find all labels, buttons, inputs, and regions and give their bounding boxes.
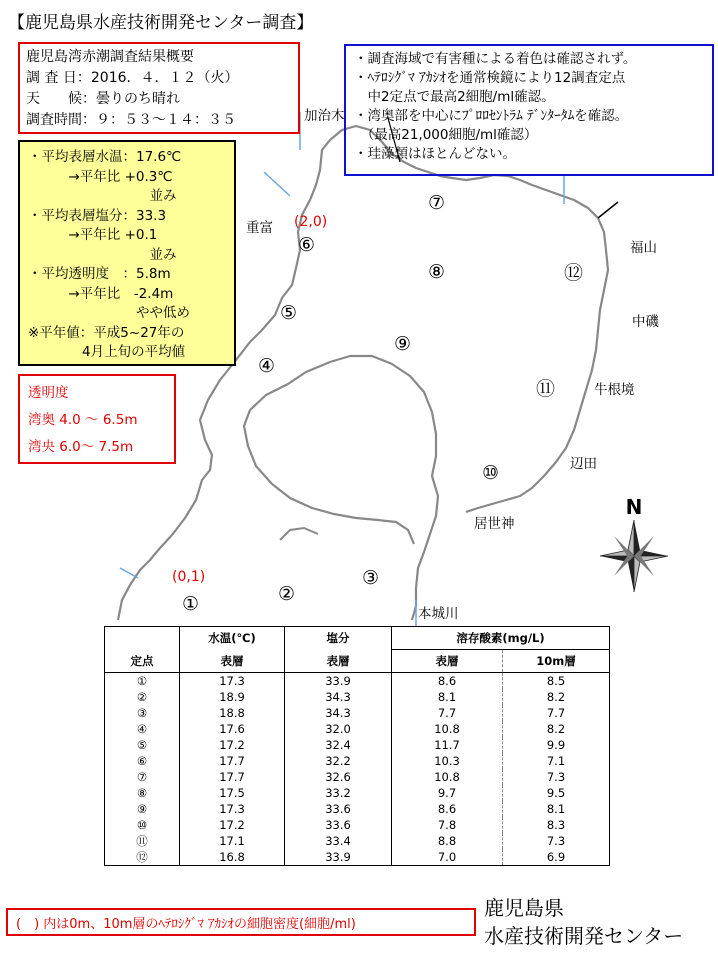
table-row — [105, 801, 610, 817]
cell-temp: 18.9 — [180, 689, 285, 705]
average-line: 並み — [28, 188, 177, 204]
cell-temp: 17.3 — [180, 801, 285, 817]
organization-line1: 鹿児島県 — [484, 896, 564, 920]
cell-temp: 17.7 — [180, 769, 285, 785]
place-honjogawa: 本城川 — [418, 606, 459, 622]
place-fukuyama: 福山 — [630, 240, 657, 256]
finding-line: ・珪藻類はほとんどない。 — [354, 146, 516, 162]
table-row — [105, 673, 610, 690]
footnote-box — [6, 908, 476, 936]
average-line: →平年比 +0.3℃ — [28, 168, 173, 185]
summary-date: 調 査 日：2016．４．１２（火） — [26, 70, 239, 86]
col-header-do-surface: 表層 — [392, 650, 503, 673]
average-line: →平年比 -2.4m — [28, 285, 174, 302]
cell-station: ④ — [105, 721, 180, 737]
col-header-do: 溶存酸素(mg/L) — [392, 627, 610, 650]
clarity-inner: 湾奥 4.0 ～ 6.5m — [28, 412, 138, 428]
cell-salinity: 32.4 — [285, 737, 392, 753]
summary-time: 調査時間：９：５３～１４：３５ — [26, 112, 236, 128]
cell-do-surface: 10.8 — [434, 722, 460, 736]
cell-do-10m: 6.9 — [503, 849, 610, 866]
summary-title: 鹿児島湾赤潮調査結果概要 — [26, 49, 194, 65]
cell-do-surface: 8.8 — [437, 834, 457, 848]
station-10-marker: ⑩ — [482, 462, 500, 484]
cell-station: ⑪ — [105, 833, 180, 849]
cell-do-surface: 7.7 — [437, 706, 457, 720]
cell-salinity: 34.3 — [285, 705, 392, 721]
cell-do-surface: 8.6 — [437, 674, 457, 688]
table-row — [105, 737, 610, 753]
cell-do-surface: 8.6 — [437, 802, 457, 816]
finding-line: ・ﾍﾃﾛｼｸﾞﾏ ｱｶｼｵを通常検鏡により12調査定点 — [354, 70, 626, 86]
station-1-density: (0,1) — [172, 569, 206, 585]
clarity-title: 透明度 — [28, 385, 69, 401]
cell-salinity: 34.3 — [285, 689, 392, 705]
station-7-marker: ⑦ — [428, 192, 446, 214]
cell-do-10m: 7.3 — [503, 833, 610, 849]
cell-salinity: 33.9 — [285, 673, 392, 690]
average-line: →平年比 +0.1 — [28, 227, 158, 243]
col-header-temp-surface: 表層 — [180, 650, 285, 673]
station-1-marker: ① — [182, 593, 200, 615]
table-row — [105, 817, 610, 833]
table-row — [105, 833, 610, 849]
station-9-marker: ⑨ — [394, 333, 412, 355]
river-south — [120, 568, 138, 578]
cell-temp: 17.2 — [180, 737, 285, 753]
cell-station: ⑩ — [105, 817, 180, 833]
col-header-do-10m: 10m層 — [503, 650, 610, 673]
island-south — [280, 528, 318, 540]
place-nakaiso: 中磯 — [632, 314, 659, 330]
place-shigetomi: 重富 — [246, 220, 273, 236]
cell-temp: 17.2 — [180, 817, 285, 833]
cell-do-10m: 7.7 — [503, 705, 610, 721]
station-11-marker: ⑪ — [536, 378, 556, 400]
average-line: 4月上旬の平均値 — [28, 344, 186, 360]
cell-do-surface: 7.0 — [392, 849, 503, 866]
cell-temp: 17.7 — [180, 753, 285, 769]
cell-do-surface: 11.7 — [434, 738, 460, 752]
cell-station: ⑦ — [105, 769, 180, 785]
observation-table — [104, 626, 610, 866]
place-hetta: 辺田 — [570, 456, 597, 472]
cell-do-10m: 8.2 — [503, 689, 610, 705]
cell-do-surface: 10.3 — [434, 754, 460, 768]
cell-temp: 17.1 — [180, 833, 285, 849]
table-row — [105, 849, 610, 866]
compass-north-label: N — [625, 495, 643, 519]
station-3-marker: ③ — [362, 567, 380, 589]
summary-weather: 天 候：曇りのち晴れ — [26, 91, 180, 107]
cell-station: ⑨ — [105, 801, 180, 817]
station-12-marker: ⑫ — [564, 262, 584, 284]
island-west — [244, 410, 414, 544]
col-header-station: 定点 — [105, 650, 180, 673]
organization-name — [484, 894, 683, 950]
col-header-temp: 水温(℃) — [180, 627, 285, 650]
organization-line2: 水産技術開発センター — [484, 924, 684, 948]
average-line: やや低め — [28, 305, 190, 321]
cell-station: ② — [105, 689, 180, 705]
cell-do-10m: 9.5 — [503, 785, 610, 801]
cell-temp: 17.6 — [180, 721, 285, 737]
cell-salinity: 33.9 — [285, 849, 392, 866]
place-kajiki: 加治木 — [304, 108, 345, 124]
cell-station: ① — [105, 673, 180, 690]
station-2-marker: ② — [278, 583, 296, 605]
place-iseshin: 居世神 — [474, 516, 515, 532]
cell-do-10m: 8.2 — [503, 721, 610, 737]
finding-line: ・湾奥部を中心にﾌﾟﾛﾛｾﾝﾄﾗﾑ ﾃﾞﾝﾀｰﾀﾑを確認。 — [354, 108, 629, 124]
cell-do-10m: 8.5 — [503, 673, 610, 690]
cell-do-10m: 8.1 — [503, 801, 610, 817]
station-4-marker: ④ — [258, 355, 276, 377]
page-header: 【鹿児島県水産技術開発センター調査】 — [8, 13, 314, 33]
cell-salinity: 32.0 — [285, 721, 392, 737]
cell-do-10m: 9.9 — [503, 737, 610, 753]
cell-do-surface: 8.1 — [437, 690, 457, 704]
table-row — [105, 753, 610, 769]
finding-line: （最高21,000細胞/ml確認） — [354, 127, 538, 143]
col-header-sal-surface: 表層 — [285, 650, 392, 673]
average-line: ・平均透明度 ：5.8m — [28, 266, 171, 282]
station-6-density: (2,0) — [294, 214, 328, 230]
cell-temp: 17.5 — [180, 785, 285, 801]
place-ushinekyo: 牛根境 — [594, 382, 635, 398]
cell-station: ⑥ — [105, 753, 180, 769]
averages-box — [18, 140, 236, 366]
survey-summary-box — [18, 42, 300, 134]
river-ne — [598, 202, 618, 218]
table-row — [105, 705, 610, 721]
cell-salinity: 32.2 — [285, 753, 392, 769]
station-8-marker: ⑧ — [428, 261, 446, 283]
table-row — [105, 769, 610, 785]
cell-salinity: 32.6 — [285, 769, 392, 785]
cell-do-surface: 9.7 — [437, 786, 457, 800]
cell-temp: 17.3 — [180, 673, 285, 690]
clarity-box — [18, 374, 176, 464]
cell-station: ③ — [105, 705, 180, 721]
average-line: ・平均表層水温：17.6℃ — [28, 149, 182, 165]
table-row — [105, 689, 610, 705]
average-line: 並み — [28, 246, 177, 263]
cell-temp: 16.8 — [180, 849, 285, 866]
table-row — [105, 721, 610, 737]
cell-salinity: 33.2 — [285, 785, 392, 801]
cell-do-10m: 8.3 — [503, 817, 610, 833]
cell-station: ⑫ — [105, 849, 180, 866]
compass-rose-icon — [598, 494, 670, 594]
river-west — [264, 172, 290, 196]
average-line: ※平年値：平成5~27年の — [28, 324, 185, 341]
station-5-marker: ⑤ — [280, 302, 298, 324]
finding-line: 中2定点で最高2細胞/ml確認。 — [354, 89, 555, 105]
cell-salinity: 33.6 — [285, 801, 392, 817]
cell-temp: 18.8 — [180, 705, 285, 721]
cell-salinity: 33.4 — [285, 833, 392, 849]
clarity-center: 湾央 6.0～ 7.5m — [28, 439, 134, 455]
cell-salinity: 33.6 — [285, 817, 392, 833]
station-6-marker: ⑥ — [298, 234, 316, 256]
table-row — [105, 785, 610, 801]
cell-do-surface: 7.8 — [437, 818, 457, 832]
cell-do-10m: 7.3 — [503, 769, 610, 785]
average-line: ・平均表層塩分：33.3 — [28, 207, 167, 224]
cell-do-10m: 7.1 — [503, 753, 610, 769]
cell-station: ⑤ — [105, 737, 180, 753]
findings-box — [344, 44, 714, 176]
cell-do-surface: 10.8 — [434, 770, 460, 784]
finding-line: ・調査海域で有害種による着色は確認されず。 — [354, 51, 637, 67]
cell-station: ⑧ — [105, 785, 180, 801]
footnote-text: ( ) 内は0m、10m層のﾍﾃﾛｼｸﾞﾏ ｱｶｼｵの細胞密度(細胞/ml) — [16, 917, 356, 932]
col-header-salinity: 塩分 — [285, 627, 392, 650]
